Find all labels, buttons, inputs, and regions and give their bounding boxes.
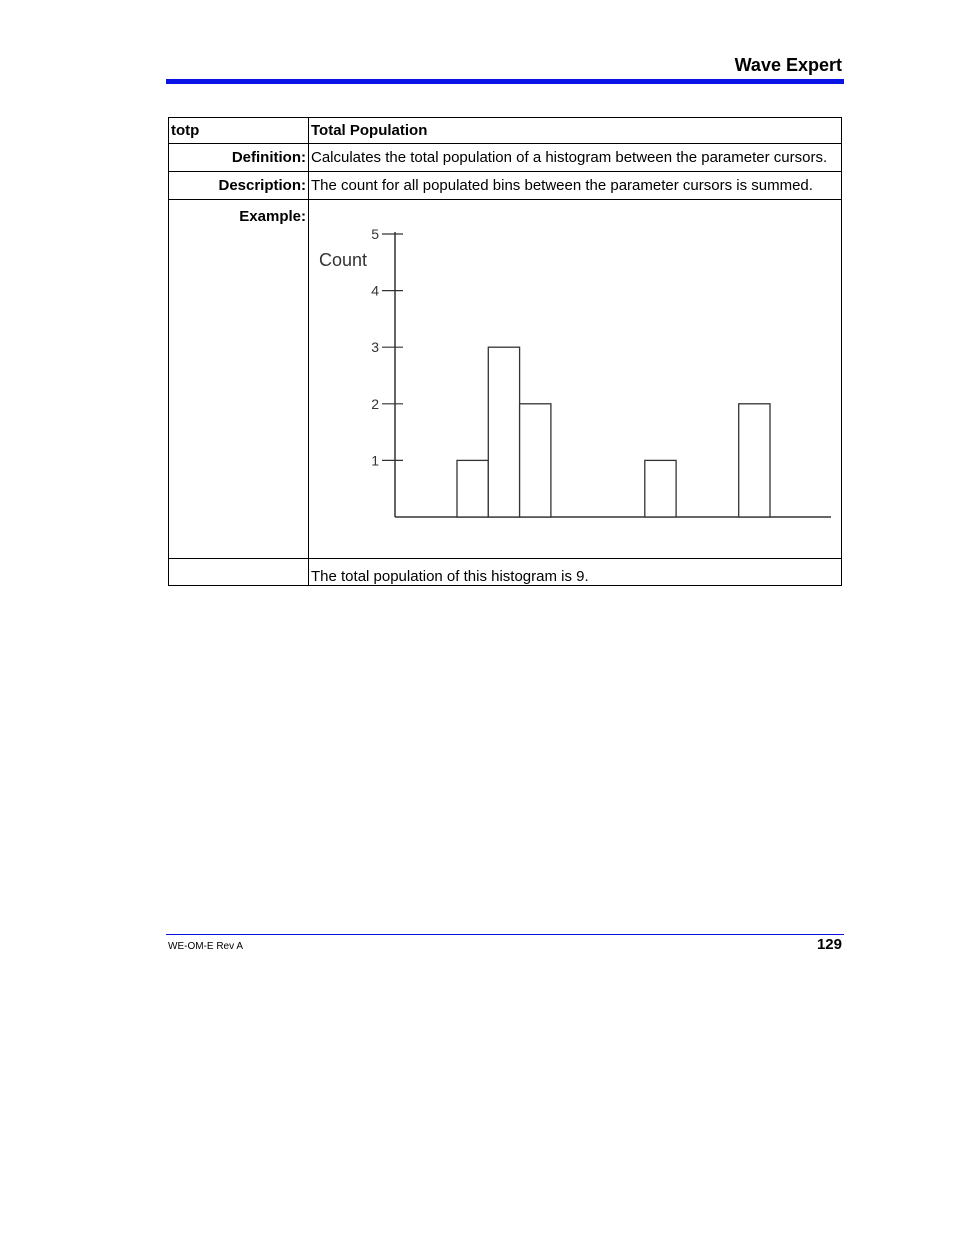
y-axis-label: Count [319, 250, 368, 270]
parameter-table [168, 117, 842, 586]
description-text: The count for all populated bins between the parameter cursors is summed. [309, 172, 842, 200]
table-row-example [169, 200, 842, 559]
term-name-cell: Total Population [309, 118, 842, 144]
histogram-bar [520, 404, 551, 517]
definition-text: Calculates the total population of a histogram between the parameter cursors. [309, 144, 842, 172]
header-rule [166, 79, 844, 84]
note-text: The total population of this histogram is 9. [309, 559, 842, 586]
y-tick-label: 4 [371, 282, 379, 299]
table-row-term [169, 118, 842, 144]
table-row-definition [169, 144, 842, 172]
histogram-bar [457, 460, 488, 517]
histogram-bar [488, 347, 519, 517]
page-number: 129 [816, 936, 842, 953]
histogram-svg [309, 200, 841, 550]
example-cell [309, 200, 842, 559]
histogram-chart [309, 200, 841, 550]
note-label-cell [169, 559, 309, 586]
histogram-bar [739, 404, 770, 517]
footer-rule [166, 934, 844, 935]
y-tick-label: 1 [371, 452, 379, 469]
bars [457, 347, 770, 517]
y-tick-label: 5 [371, 226, 379, 242]
definition-label: Definition: [169, 144, 309, 172]
y-tick-label: 3 [371, 339, 379, 356]
description-label: Description: [169, 172, 309, 200]
table-row-description [169, 172, 842, 200]
footer-doc-id: WE-OM-E Rev A [168, 941, 244, 952]
table-row-note [169, 559, 842, 586]
y-ticks [371, 226, 403, 468]
histogram-bar [645, 460, 676, 517]
term-cell: totp [169, 118, 309, 144]
header-title: Wave Expert [734, 55, 842, 75]
y-tick-label: 2 [371, 395, 379, 412]
example-label: Example: [169, 200, 309, 559]
